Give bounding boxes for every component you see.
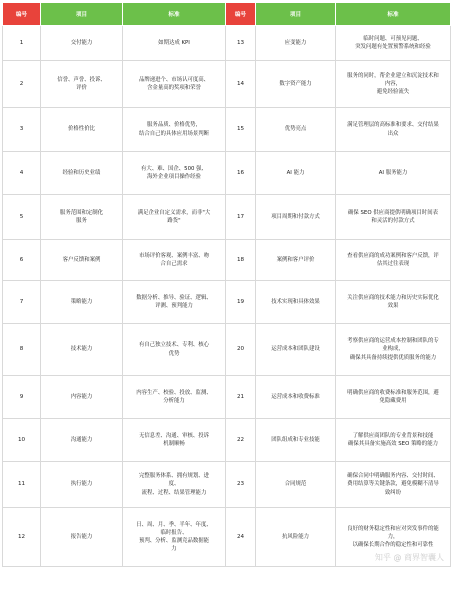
row-item	[41, 26, 123, 61]
standard-line: 内容，	[384, 80, 402, 87]
standard-line: 评测、预判能力	[155, 303, 193, 309]
row-item-right	[256, 195, 336, 240]
row-item	[41, 195, 123, 240]
item-line: 服务	[76, 218, 87, 224]
row-item	[41, 61, 123, 108]
standard-line: 力，	[387, 533, 399, 540]
row-number-right: 24	[226, 508, 256, 567]
row-number: 12	[3, 508, 41, 567]
row-standard-right	[336, 419, 451, 462]
item-line: 内容能力	[70, 393, 93, 400]
row-number-right: 19	[226, 281, 256, 324]
item-line: 抗风险能力	[282, 533, 309, 540]
standard-line: 结合自己的具体应用场景判断	[138, 130, 210, 137]
standard-line: 查看供应商的成功案例和客户反馈，评	[347, 252, 439, 259]
header-number-2: 编号	[226, 3, 256, 26]
standard-line: 完整服务体系、拥有规划、进	[138, 473, 210, 480]
item-line: 案例和客户评价	[276, 256, 315, 263]
item-line: 客户反馈和案例	[62, 256, 101, 263]
row-number: 8	[3, 324, 41, 376]
row-item-right	[256, 324, 336, 376]
row-item-right	[256, 108, 336, 152]
standard-line: 品牌递进个、市场认可度高、	[138, 76, 210, 83]
item-line: 运营成本和收费标准	[271, 393, 320, 400]
row-standard-right	[336, 26, 451, 61]
standard-line: 确保合同中明确服务内容、交付时间、	[347, 473, 439, 480]
item-line: AI 能力	[286, 169, 305, 176]
row-standard-right	[336, 462, 451, 508]
row-number-right: 20	[226, 324, 256, 376]
row-number-right: 16	[226, 152, 256, 195]
standard-line: 力	[171, 546, 177, 553]
row-item-right	[256, 462, 336, 508]
row-number: 7	[3, 281, 41, 324]
standard-line: 合自己需求	[160, 261, 188, 267]
row-item	[41, 419, 123, 462]
item-line: 策略能力	[70, 298, 93, 305]
table-row	[3, 108, 451, 152]
row-number: 4	[3, 152, 41, 195]
item-line: 服务范围和定制化	[59, 209, 104, 216]
item-line: 信誉、声誉、投诉、	[57, 76, 106, 83]
header-standard-2: 标准	[336, 3, 451, 26]
standard-line: 度、	[168, 481, 180, 488]
row-item-right	[256, 61, 336, 108]
standard-line: 数据分析、推导、验证、逻辑、	[136, 294, 212, 301]
standard-line: 良好的财务稳定性和应对突发事件的能	[347, 525, 439, 532]
row-standard	[123, 508, 226, 567]
item-line: 经验和历史业绩	[62, 169, 101, 176]
row-item	[41, 508, 123, 567]
row-standard	[123, 61, 226, 108]
standard-line: 和灵活的付款方式	[371, 218, 415, 224]
row-number: 9	[3, 376, 41, 419]
row-standard-right	[336, 61, 451, 108]
standard-line: 优势	[168, 350, 180, 357]
row-number-right: 13	[226, 26, 256, 61]
row-standard-right	[336, 152, 451, 195]
row-number-right: 15	[226, 108, 256, 152]
standard-line: AI 服务能力	[378, 169, 408, 176]
item-line: 执行能力	[70, 481, 93, 488]
item-line: 沟通能力	[70, 436, 93, 443]
table-row	[3, 419, 451, 462]
table-row	[3, 195, 451, 240]
row-standard-right	[336, 376, 451, 419]
row-number: 3	[3, 108, 41, 152]
item-line: 数字资产能力	[279, 80, 312, 87]
row-standard	[123, 462, 226, 508]
row-standard	[123, 281, 226, 324]
standard-line: 致纠纷	[384, 489, 402, 496]
row-standard	[123, 240, 226, 281]
row-number: 10	[3, 419, 41, 462]
row-item	[41, 240, 123, 281]
row-standard-right	[336, 324, 451, 376]
row-standard-right	[336, 108, 451, 152]
row-standard	[123, 152, 226, 195]
item-line: 技术能力	[70, 346, 93, 353]
row-number-right: 17	[226, 195, 256, 240]
row-item-right	[256, 419, 336, 462]
standard-line: 满足管理层的高标准和要求、交付结果	[347, 122, 439, 129]
standards-table-container	[2, 2, 450, 567]
standard-line: 服务的同时，帮企业建立和沉淀技术和	[347, 72, 439, 79]
standard-line: 估其过往表现	[376, 261, 410, 267]
table-row	[3, 152, 451, 195]
row-number-right: 23	[226, 462, 256, 508]
standard-line: 临时问题、可预见问题、	[363, 35, 423, 42]
row-number: 1	[3, 26, 41, 61]
item-line: 报告能力	[70, 533, 93, 540]
item-line: 项目周期和付款方式	[271, 213, 320, 220]
row-number-right: 14	[226, 61, 256, 108]
table-header-row	[3, 3, 451, 26]
standard-line: 日、周、月、季、半年、年度、	[136, 521, 212, 528]
standard-line: 如期达成 KPI	[158, 39, 190, 46]
standard-line: 出众	[387, 130, 399, 137]
standard-line: 市场评价客观、案例丰富、吻	[138, 252, 210, 259]
row-standard	[123, 419, 226, 462]
row-item	[41, 108, 123, 152]
standard-line: 临时报告、	[160, 529, 188, 536]
header-item: 项目	[41, 3, 123, 26]
standard-line: 考察供应商的运营成本控制和团队的专	[347, 338, 439, 345]
item-line: 评价	[76, 85, 87, 91]
standard-line: 无信息差、沟通、审核、投诉	[138, 432, 210, 439]
table-row	[3, 240, 451, 281]
standard-line: 满足企业自定义需求，而非"大	[137, 209, 211, 216]
standard-line: 确保其具备实施高效 SEO 策略的能力	[348, 441, 438, 447]
table-row	[3, 376, 451, 419]
item-line: 优势亮点	[284, 126, 307, 133]
item-line: 运营成本和团队建设	[271, 346, 320, 353]
table-row	[3, 26, 451, 61]
item-line: 技术实现和具体效果	[271, 298, 320, 305]
standard-line: 效果	[387, 303, 399, 309]
row-number: 2	[3, 61, 41, 108]
standard-line: 内容生产、校验、投放、监测、	[136, 389, 212, 396]
item-line: 价格性价比	[68, 126, 95, 133]
row-number: 5	[3, 195, 41, 240]
header-number: 编号	[3, 3, 41, 26]
standard-line: 费用结算等关键条款，避免模糊不清导	[347, 481, 439, 488]
item-line: 交付能力	[70, 39, 93, 46]
row-item-right	[256, 281, 336, 324]
standard-line: 突发问题有处置预警系统和经验	[355, 44, 431, 50]
row-standard	[123, 195, 226, 240]
standard-line: 海外企业项目操作经验	[147, 174, 201, 180]
standard-line: 明确供应商的收费标准和服务范围，避	[347, 389, 439, 396]
table-row	[3, 61, 451, 108]
row-standard-right	[336, 240, 451, 281]
row-standard-right	[336, 195, 451, 240]
supplier-evaluation-table	[2, 2, 451, 567]
row-item	[41, 281, 123, 324]
row-number: 6	[3, 240, 41, 281]
table-row	[3, 462, 451, 508]
item-line: 团队组成和专业技能	[271, 436, 320, 443]
row-item	[41, 324, 123, 376]
standard-line: 免隐藏费用	[379, 398, 407, 404]
row-standard	[123, 324, 226, 376]
row-standard-right	[336, 281, 451, 324]
item-line: 应变能力	[284, 39, 307, 46]
standard-line: 有自己独立技术、专利、核心	[138, 342, 210, 349]
item-line: 合同规范	[284, 481, 307, 488]
table-row	[3, 324, 451, 376]
row-standard	[123, 108, 226, 152]
standard-line: 业构成，	[382, 346, 404, 353]
header-standard: 标准	[123, 3, 226, 26]
row-item	[41, 152, 123, 195]
standard-line: 关注供应商的技术能力和历史实际优化	[347, 294, 439, 301]
watermark: 知乎 @ 商界智囊人	[374, 553, 444, 562]
table-row	[3, 281, 451, 324]
standard-line: 分析能力	[163, 398, 185, 404]
standard-line: 避免经验流失	[376, 89, 410, 96]
standard-line: 机制顺畅	[163, 441, 185, 447]
row-item-right	[256, 508, 336, 567]
standard-line: 以确保长期合作的稳定性和可靠性	[352, 542, 434, 549]
row-number-right: 22	[226, 419, 256, 462]
row-standard	[123, 376, 226, 419]
row-item	[41, 376, 123, 419]
row-item	[41, 462, 123, 508]
row-number-right: 21	[226, 376, 256, 419]
standard-line: 含金量高的奖项和荣誉	[147, 85, 201, 91]
row-standard	[123, 26, 226, 61]
row-item-right	[256, 240, 336, 281]
row-number: 11	[3, 462, 41, 508]
standard-line: 了解供应商团队的专业背景和技能	[352, 432, 434, 439]
header-item-2: 项目	[256, 3, 336, 26]
row-item-right	[256, 26, 336, 61]
standard-line: 确保其具备持续提供优质服务的能力	[349, 354, 437, 361]
row-item-right	[256, 152, 336, 195]
standard-line: 流程、过程、结果管理能力	[141, 489, 207, 496]
standard-line: 确保 SEO 供应商提供明确项目时间表	[348, 209, 438, 216]
standard-line: 有大、难、国企、500 强、	[141, 165, 207, 172]
standard-line: 路货"	[167, 218, 181, 224]
standard-line: 预判、分析、监测竞品数据能	[138, 538, 210, 544]
row-number-right: 18	[226, 240, 256, 281]
row-item-right	[256, 376, 336, 419]
standard-line: 服务品质、价格优势，	[147, 122, 201, 129]
